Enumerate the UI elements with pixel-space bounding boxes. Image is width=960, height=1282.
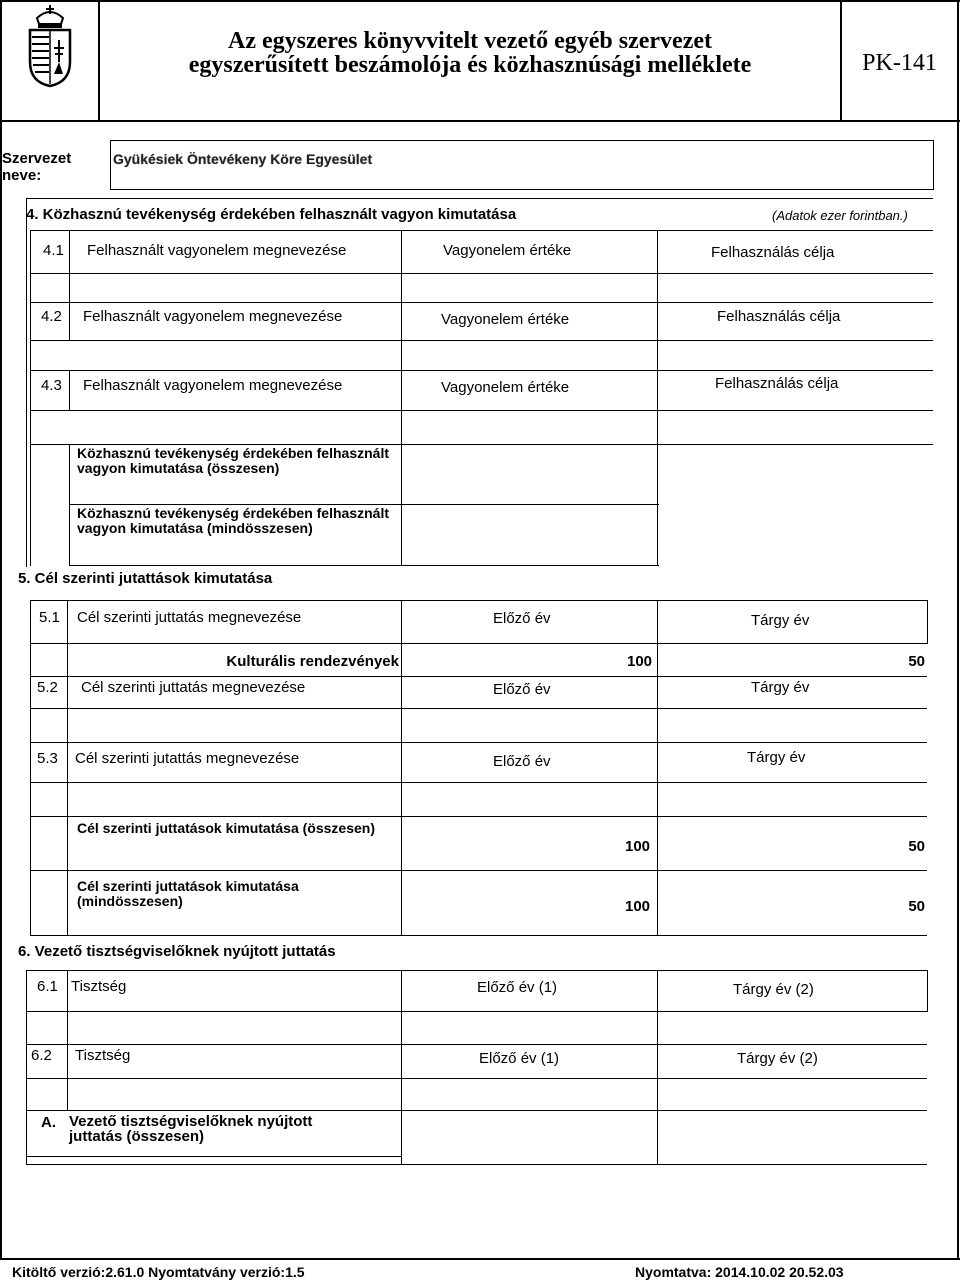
block-6-2-header bbox=[26, 1044, 927, 1079]
block-5-1-row-curr: 50 bbox=[908, 653, 925, 670]
org-name-label: Szervezet neve: bbox=[2, 150, 72, 184]
block-4-1-num: 4.1 bbox=[43, 242, 64, 259]
block-4-2-purpose-label: Felhasználás célja bbox=[717, 308, 841, 325]
section-5-total-curr: 50 bbox=[908, 838, 925, 855]
coat-of-arms-icon bbox=[25, 4, 75, 88]
block-5-1-prev-label: Előző év bbox=[493, 610, 551, 627]
form-code: PK-141 bbox=[862, 50, 937, 76]
block-6-1-curr-label: Tárgy év (2) bbox=[733, 981, 814, 998]
block-4-1-row[interactable] bbox=[30, 272, 933, 303]
block-5-2-curr-label: Tárgy év bbox=[751, 679, 810, 696]
block-5-1-name-label: Cél szerinti juttatás megnevezése bbox=[77, 609, 302, 626]
section-5-total-prev: 100 bbox=[625, 838, 651, 855]
form-title-line2: egyszerűsített beszámolója és közhasznúsági melléklete bbox=[188, 52, 752, 78]
block-5-1-row-prev: 100 bbox=[627, 653, 653, 670]
section-4-totals bbox=[30, 444, 933, 566]
block-5-2-header bbox=[30, 676, 927, 709]
block-6-2-prev-label: Előző év (1) bbox=[479, 1050, 560, 1067]
block-5-2-name-label: Cél szerinti juttatás megnevezése bbox=[81, 679, 306, 696]
block-4-3-name-label: Felhasznált vagyonelem megnevezése bbox=[83, 377, 343, 394]
section-4-title: 4. Közhasznú tevékenység érdekében felhasznált vagyon kimutatása bbox=[26, 206, 517, 223]
block-5-1-row[interactable] bbox=[30, 642, 927, 677]
block-5-1-curr-label: Tárgy év bbox=[751, 612, 810, 629]
section-6-total-label: Vezető tisztségviselőknek nyújtott juttatás (összesen) bbox=[69, 1113, 313, 1145]
unit-note: (Adatok ezer forintban.) bbox=[772, 208, 908, 223]
block-4-1-purpose-label: Felhasználás célja bbox=[711, 244, 835, 261]
block-6-2-num: 6.2 bbox=[31, 1047, 52, 1064]
block-6-1-name-label: Tisztség bbox=[71, 978, 127, 995]
block-5-2-num: 5.2 bbox=[37, 679, 58, 696]
section-6-title: 6. Vezető tisztségviselőknek nyújtott juttatás bbox=[18, 943, 336, 960]
block-4-3-row[interactable] bbox=[30, 410, 933, 445]
block-4-2-header bbox=[30, 302, 933, 341]
block-4-3-value-label: Vagyonelem értéke bbox=[441, 379, 570, 396]
org-name-value: Gyükésiek Öntevékeny Köre Egyesület bbox=[113, 151, 373, 167]
form-title-line1: Az egyszeres könyvvitelt vezető egyéb szervezet bbox=[227, 28, 712, 54]
block-4-3-num: 4.3 bbox=[41, 377, 62, 394]
block-4-2-value-label: Vagyonelem értéke bbox=[441, 311, 570, 328]
block-5-3-name-label: Cél szerinti jutattás megnevezése bbox=[75, 750, 300, 767]
section-4-total-label: Közhasznú tevékenység érdekében felhasznált vagyon kimutatása (összesen) bbox=[77, 445, 389, 476]
section-4-grand-total-label: Közhasznú tevékenység érdekében felhasznált vagyon kimutatása (mindösszesen) bbox=[77, 505, 389, 536]
header bbox=[0, 0, 960, 122]
footer-version: Kitöltő verzió:2.61.0 Nyomtatvány verzió:1.5 bbox=[12, 1264, 305, 1280]
section-6-total-row bbox=[26, 1110, 927, 1165]
block-6-1-prev-label: Előző év (1) bbox=[477, 979, 558, 996]
block-6-1-num: 6.1 bbox=[37, 978, 58, 995]
block-4-2-row[interactable] bbox=[30, 340, 933, 371]
block-5-1-num: 5.1 bbox=[39, 609, 60, 626]
block-5-3-prev-label: Előző év bbox=[493, 753, 551, 770]
block-5-1-row-name: Kulturális rendezvények bbox=[226, 653, 399, 670]
section-5-title: 5. Cél szerinti jutattások kimutatása bbox=[18, 570, 273, 587]
org-name-field[interactable] bbox=[110, 140, 934, 190]
block-5-3-header bbox=[30, 742, 927, 783]
block-6-2-row[interactable] bbox=[26, 1078, 927, 1111]
block-4-1-header bbox=[30, 230, 933, 274]
section-5-total-label: Cél szerinti juttatások kimutatása (összesen) bbox=[77, 820, 375, 836]
block-5-3-row[interactable] bbox=[30, 782, 927, 817]
section-5-grand-total-label: Cél szerinti juttatások kimutatása (mindösszesen) bbox=[77, 878, 299, 909]
block-6-1-row[interactable] bbox=[26, 1010, 927, 1045]
block-5-1-header bbox=[30, 600, 928, 644]
block-5-3-curr-label: Tárgy év bbox=[747, 749, 806, 766]
block-4-1-name-label: Felhasznált vagyonelem megnevezése bbox=[87, 242, 347, 259]
block-4-2-num: 4.2 bbox=[41, 308, 62, 325]
block-6-1-header bbox=[26, 970, 928, 1012]
block-5-2-row[interactable] bbox=[30, 708, 927, 743]
section-5-totals bbox=[30, 816, 927, 936]
section-5-grand-total-prev: 100 bbox=[625, 898, 651, 915]
section-5-grand-total-curr: 50 bbox=[908, 898, 925, 915]
block-6-2-curr-label: Tárgy év (2) bbox=[737, 1050, 818, 1067]
block-6-2-name-label: Tisztség bbox=[75, 1047, 131, 1064]
block-5-3-num: 5.3 bbox=[37, 750, 58, 767]
block-4-3-header bbox=[30, 370, 933, 411]
section-6-total-num: A. bbox=[41, 1114, 56, 1131]
block-4-2-name-label: Felhasznált vagyonelem megnevezése bbox=[83, 308, 343, 325]
block-4-3-purpose-label: Felhasználás célja bbox=[715, 375, 839, 392]
block-5-2-prev-label: Előző év bbox=[493, 681, 551, 698]
footer-printed: Nyomtatva: 2014.10.02 20.52.03 bbox=[635, 1264, 844, 1280]
block-4-1-value-label: Vagyonelem értéke bbox=[443, 242, 572, 259]
